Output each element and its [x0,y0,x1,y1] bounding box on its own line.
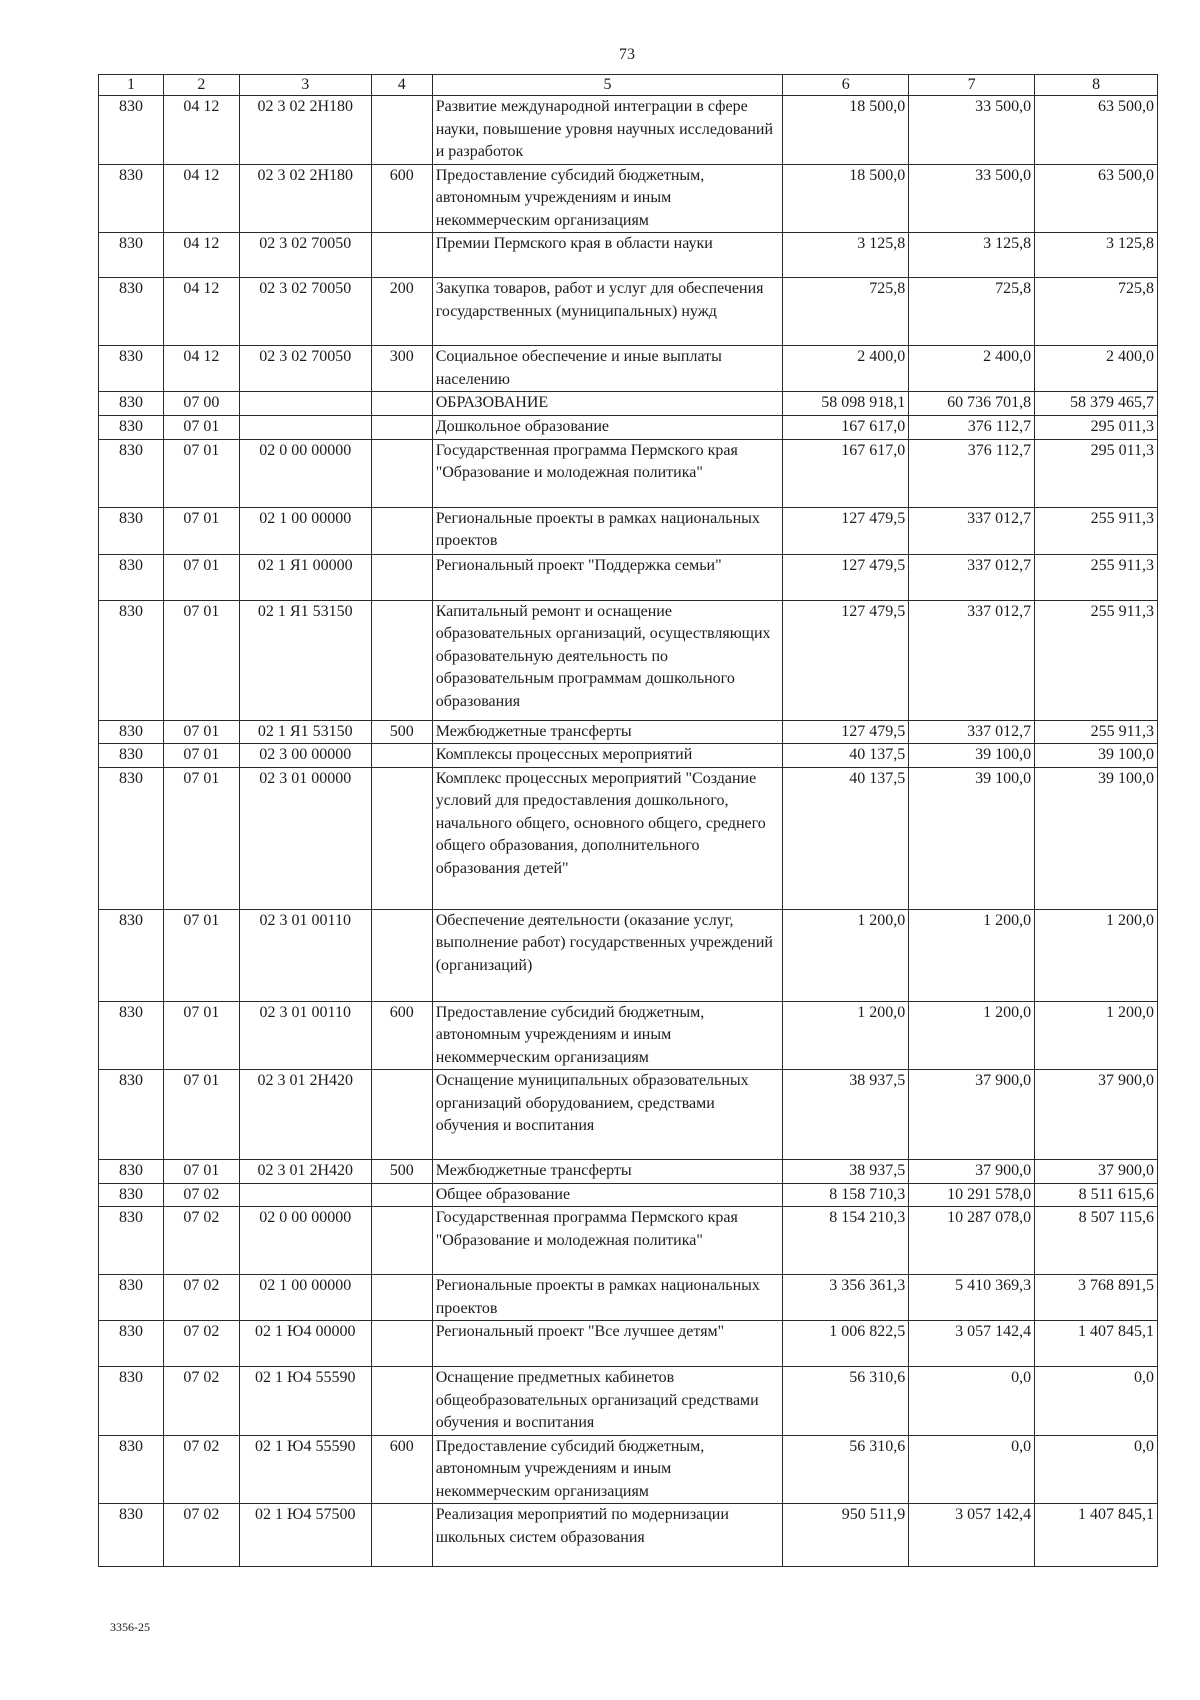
cell-ministry-code: 830 [99,164,164,233]
table-row [99,600,1158,720]
cell-amount-col6: 3 125,8 [783,233,909,278]
cell-amount-col7: 0,0 [909,1435,1035,1504]
cell-amount-col7: 337 012,7 [909,600,1035,720]
cell-section-code: 07 01 [164,1001,240,1070]
cell-amount-col8: 1 407 845,1 [1035,1504,1158,1567]
cell-target-article: 02 3 02 70050 [239,278,371,346]
cell-section-code: 07 01 [164,600,240,720]
cell-amount-col7: 10 287 078,0 [909,1207,1035,1275]
cell-target-article: 02 3 01 2Н420 [239,1160,371,1184]
cell-amount-col7: 39 100,0 [909,767,1035,909]
cell-section-code: 07 02 [164,1367,240,1436]
cell-item-name: Оснащение предметных кабинетов общеобразовательных организаций средствами обучения и воспитания [432,1367,783,1436]
cell-section-code: 07 02 [164,1275,240,1321]
cell-amount-col6: 18 500,0 [783,164,909,233]
cell-expense-type: 500 [371,720,432,744]
cell-expense-type [371,416,432,440]
cell-amount-col7: 39 100,0 [909,744,1035,768]
cell-item-name: Государственная программа Пермского края "Образование и молодежная политика" [432,439,783,507]
table-row [99,164,1158,233]
cell-expense-type: 600 [371,1435,432,1504]
cell-section-code: 07 02 [164,1504,240,1567]
cell-ministry-code: 830 [99,720,164,744]
cell-amount-col6: 56 310,6 [783,1367,909,1436]
table-row [99,554,1158,600]
table-row [99,1183,1158,1207]
cell-amount-col6: 127 479,5 [783,554,909,600]
cell-ministry-code: 830 [99,96,164,165]
cell-item-name: Межбюджетные трансферты [432,1160,783,1184]
cell-target-article [239,392,371,416]
cell-target-article: 02 1 00 00000 [239,1275,371,1321]
cell-target-article: 02 3 02 2Н180 [239,164,371,233]
cell-amount-col7: 1 200,0 [909,909,1035,1001]
cell-amount-col8: 63 500,0 [1035,164,1158,233]
cell-item-name: Дошкольное образование [432,416,783,440]
table-row [99,1070,1158,1160]
cell-item-name: Предоставление субсидий бюджетным, автономным учреждениям и иным некоммерческим организациям [432,164,783,233]
cell-amount-col6: 58 098 918,1 [783,392,909,416]
cell-item-name: Комплекс процессных мероприятий "Создание условий для предоставления дошкольного, начального общего, основного общего, среднего общего образования, дополнительного образования детей" [432,767,783,909]
cell-amount-col7: 1 200,0 [909,1001,1035,1070]
cell-amount-col8: 39 100,0 [1035,744,1158,768]
cell-target-article: 02 3 01 00000 [239,767,371,909]
cell-amount-col6: 127 479,5 [783,507,909,554]
cell-amount-col8: 8 507 115,6 [1035,1207,1158,1275]
cell-item-name: Региональный проект "Поддержка семьи" [432,554,783,600]
cell-amount-col6: 56 310,6 [783,1435,909,1504]
cell-section-code: 07 01 [164,1070,240,1160]
cell-target-article: 02 3 02 70050 [239,233,371,278]
cell-section-code: 04 12 [164,346,240,392]
cell-target-article: 02 0 00 00000 [239,1207,371,1275]
budget-table [98,74,1158,1567]
cell-amount-col8: 0,0 [1035,1435,1158,1504]
cell-ministry-code: 830 [99,767,164,909]
cell-target-article [239,1183,371,1207]
page-number: 73 [619,46,635,63]
cell-ministry-code: 830 [99,1160,164,1184]
cell-expense-type [371,96,432,165]
cell-expense-type: 200 [371,278,432,346]
document-code: 3356-25 [110,1620,150,1634]
cell-target-article: 02 3 01 00110 [239,909,371,1001]
cell-item-name: Реализация мероприятий по модернизации школьных систем образования [432,1504,783,1567]
cell-section-code: 04 12 [164,278,240,346]
cell-expense-type [371,1504,432,1567]
cell-expense-type [371,507,432,554]
cell-target-article: 02 1 00 00000 [239,507,371,554]
cell-ministry-code: 830 [99,1367,164,1436]
cell-amount-col7: 337 012,7 [909,507,1035,554]
cell-amount-col8: 1 407 845,1 [1035,1321,1158,1367]
cell-expense-type [371,1367,432,1436]
cell-section-code: 07 02 [164,1183,240,1207]
cell-ministry-code: 830 [99,416,164,440]
cell-expense-type [371,600,432,720]
cell-expense-type [371,233,432,278]
cell-section-code: 07 00 [164,392,240,416]
cell-expense-type: 300 [371,346,432,392]
cell-amount-col8: 63 500,0 [1035,96,1158,165]
cell-item-name: Комплексы процессных мероприятий [432,744,783,768]
cell-amount-col8: 8 511 615,6 [1035,1183,1158,1207]
cell-amount-col8: 3 125,8 [1035,233,1158,278]
cell-target-article: 02 3 02 2Н180 [239,96,371,165]
column-header-row [99,75,1158,96]
cell-item-name: Закупка товаров, работ и услуг для обеспечения государственных (муниципальных) нужд [432,278,783,346]
cell-item-name: Социальное обеспечение и иные выплаты населению [432,346,783,392]
cell-amount-col8: 1 200,0 [1035,909,1158,1001]
cell-amount-col6: 18 500,0 [783,96,909,165]
cell-amount-col8: 39 100,0 [1035,767,1158,909]
cell-ministry-code: 830 [99,1183,164,1207]
cell-amount-col6: 2 400,0 [783,346,909,392]
cell-section-code: 07 01 [164,507,240,554]
cell-target-article: 02 3 02 70050 [239,346,371,392]
cell-item-name: Региональный проект "Все лучшее детям" [432,1321,783,1367]
cell-ministry-code: 830 [99,600,164,720]
cell-ministry-code: 830 [99,1504,164,1567]
cell-target-article: 02 0 00 00000 [239,439,371,507]
cell-section-code: 07 02 [164,1207,240,1275]
cell-amount-col6: 38 937,5 [783,1070,909,1160]
column-header: 3 [239,75,371,96]
cell-amount-col6: 1 200,0 [783,1001,909,1070]
cell-amount-col6: 1 006 822,5 [783,1321,909,1367]
cell-expense-type [371,1183,432,1207]
column-header: 5 [432,75,783,96]
cell-amount-col7: 376 112,7 [909,439,1035,507]
cell-expense-type [371,1070,432,1160]
table-row [99,1435,1158,1504]
cell-amount-col7: 3 057 142,4 [909,1504,1035,1567]
cell-expense-type: 600 [371,1001,432,1070]
cell-amount-col6: 725,8 [783,278,909,346]
column-header: 8 [1035,75,1158,96]
table-row [99,1001,1158,1070]
cell-amount-col7: 2 400,0 [909,346,1035,392]
cell-item-name: Межбюджетные трансферты [432,720,783,744]
cell-ministry-code: 830 [99,909,164,1001]
cell-ministry-code: 830 [99,1435,164,1504]
cell-section-code: 07 01 [164,720,240,744]
table-row [99,233,1158,278]
column-header: 2 [164,75,240,96]
cell-amount-col6: 40 137,5 [783,744,909,768]
cell-item-name: Предоставление субсидий бюджетным, автономным учреждениям и иным некоммерческим организациям [432,1001,783,1070]
cell-ministry-code: 830 [99,1207,164,1275]
cell-section-code: 07 01 [164,767,240,909]
cell-amount-col7: 60 736 701,8 [909,392,1035,416]
cell-amount-col6: 950 511,9 [783,1504,909,1567]
table-body [99,96,1158,1567]
table-row [99,909,1158,1001]
cell-target-article: 02 3 01 2Н420 [239,1070,371,1160]
cell-ministry-code: 830 [99,554,164,600]
cell-amount-col8: 3 768 891,5 [1035,1275,1158,1321]
cell-expense-type [371,1275,432,1321]
cell-item-name: Развитие международной интеграции в сфере науки, повышение уровня научных исследований и разработок [432,96,783,165]
cell-item-name: Премии Пермского края в области науки [432,233,783,278]
cell-item-name: Общее образование [432,1183,783,1207]
table-row [99,1275,1158,1321]
cell-expense-type [371,439,432,507]
cell-section-code: 04 12 [164,96,240,165]
cell-item-name: ОБРАЗОВАНИЕ [432,392,783,416]
cell-ministry-code: 830 [99,392,164,416]
cell-section-code: 07 02 [164,1435,240,1504]
cell-ministry-code: 830 [99,233,164,278]
cell-amount-col8: 255 911,3 [1035,600,1158,720]
cell-amount-col6: 1 200,0 [783,909,909,1001]
cell-amount-col8: 37 900,0 [1035,1160,1158,1184]
cell-amount-col7: 376 112,7 [909,416,1035,440]
table-row [99,416,1158,440]
cell-section-code: 07 01 [164,554,240,600]
cell-item-name: Предоставление субсидий бюджетным, автономным учреждениям и иным некоммерческим организациям [432,1435,783,1504]
table-row [99,439,1158,507]
table-row [99,392,1158,416]
cell-item-name: Капитальный ремонт и оснащение образовательных организаций, осуществляющих образовательную деятельность по образовательным программам дошкольного образования [432,600,783,720]
cell-amount-col7: 3 125,8 [909,233,1035,278]
table-row [99,96,1158,165]
cell-section-code: 07 01 [164,439,240,507]
cell-amount-col8: 255 911,3 [1035,554,1158,600]
cell-ministry-code: 830 [99,744,164,768]
cell-target-article: 02 3 01 00110 [239,1001,371,1070]
cell-amount-col7: 0,0 [909,1367,1035,1436]
cell-amount-col7: 337 012,7 [909,554,1035,600]
cell-amount-col6: 127 479,5 [783,720,909,744]
cell-section-code: 04 12 [164,233,240,278]
table-row [99,720,1158,744]
cell-section-code: 04 12 [164,164,240,233]
cell-section-code: 07 02 [164,1321,240,1367]
column-header: 7 [909,75,1035,96]
cell-amount-col8: 37 900,0 [1035,1070,1158,1160]
cell-ministry-code: 830 [99,1070,164,1160]
cell-item-name: Оснащение муниципальных образовательных организаций оборудованием, средствами обучения и воспитания [432,1070,783,1160]
cell-expense-type [371,1321,432,1367]
cell-amount-col7: 725,8 [909,278,1035,346]
cell-target-article: 02 1 Я1 53150 [239,600,371,720]
cell-amount-col8: 295 011,3 [1035,439,1158,507]
cell-target-article: 02 1 Ю4 55590 [239,1435,371,1504]
cell-amount-col7: 33 500,0 [909,164,1035,233]
cell-item-name: Региональные проекты в рамках национальных проектов [432,507,783,554]
cell-target-article: 02 3 00 00000 [239,744,371,768]
cell-ministry-code: 830 [99,439,164,507]
cell-amount-col8: 2 400,0 [1035,346,1158,392]
cell-amount-col6: 8 158 710,3 [783,1183,909,1207]
table-row [99,1160,1158,1184]
cell-item-name: Региональные проекты в рамках национальных проектов [432,1275,783,1321]
cell-expense-type [371,909,432,1001]
cell-expense-type: 500 [371,1160,432,1184]
cell-ministry-code: 830 [99,1275,164,1321]
cell-target-article [239,416,371,440]
cell-expense-type [371,1207,432,1275]
column-header: 4 [371,75,432,96]
cell-expense-type [371,767,432,909]
cell-amount-col8: 58 379 465,7 [1035,392,1158,416]
cell-ministry-code: 830 [99,278,164,346]
cell-amount-col7: 337 012,7 [909,720,1035,744]
column-header: 1 [99,75,164,96]
cell-amount-col8: 255 911,3 [1035,720,1158,744]
cell-ministry-code: 830 [99,1001,164,1070]
cell-section-code: 07 01 [164,744,240,768]
cell-amount-col6: 40 137,5 [783,767,909,909]
table-row [99,346,1158,392]
table-row [99,1321,1158,1367]
cell-target-article: 02 1 Ю4 55590 [239,1367,371,1436]
column-header: 6 [783,75,909,96]
cell-amount-col6: 167 617,0 [783,439,909,507]
cell-ministry-code: 830 [99,507,164,554]
cell-amount-col7: 37 900,0 [909,1070,1035,1160]
table-row [99,767,1158,909]
cell-amount-col7: 37 900,0 [909,1160,1035,1184]
cell-amount-col7: 33 500,0 [909,96,1035,165]
table-row [99,278,1158,346]
cell-amount-col8: 1 200,0 [1035,1001,1158,1070]
cell-amount-col7: 10 291 578,0 [909,1183,1035,1207]
cell-section-code: 07 01 [164,1160,240,1184]
cell-expense-type [371,554,432,600]
cell-amount-col6: 3 356 361,3 [783,1275,909,1321]
cell-section-code: 07 01 [164,909,240,1001]
cell-target-article: 02 1 Я1 53150 [239,720,371,744]
table-row [99,507,1158,554]
cell-item-name: Обеспечение деятельности (оказание услуг, выполнение работ) государственных учреждений (организаций) [432,909,783,1001]
cell-section-code: 07 01 [164,416,240,440]
cell-amount-col6: 127 479,5 [783,600,909,720]
cell-amount-col8: 295 011,3 [1035,416,1158,440]
table-row [99,1367,1158,1436]
cell-target-article: 02 1 Я1 00000 [239,554,371,600]
cell-amount-col8: 725,8 [1035,278,1158,346]
cell-amount-col6: 167 617,0 [783,416,909,440]
cell-amount-col6: 8 154 210,3 [783,1207,909,1275]
cell-amount-col7: 5 410 369,3 [909,1275,1035,1321]
table-row [99,1207,1158,1275]
cell-ministry-code: 830 [99,346,164,392]
table-row [99,1504,1158,1567]
cell-amount-col6: 38 937,5 [783,1160,909,1184]
cell-amount-col7: 3 057 142,4 [909,1321,1035,1367]
cell-item-name: Государственная программа Пермского края "Образование и молодежная политика" [432,1207,783,1275]
table-row [99,744,1158,768]
cell-target-article: 02 1 Ю4 00000 [239,1321,371,1367]
cell-target-article: 02 1 Ю4 57500 [239,1504,371,1567]
cell-expense-type: 600 [371,164,432,233]
cell-amount-col8: 255 911,3 [1035,507,1158,554]
cell-expense-type [371,392,432,416]
cell-amount-col8: 0,0 [1035,1367,1158,1436]
cell-expense-type [371,744,432,768]
cell-ministry-code: 830 [99,1321,164,1367]
